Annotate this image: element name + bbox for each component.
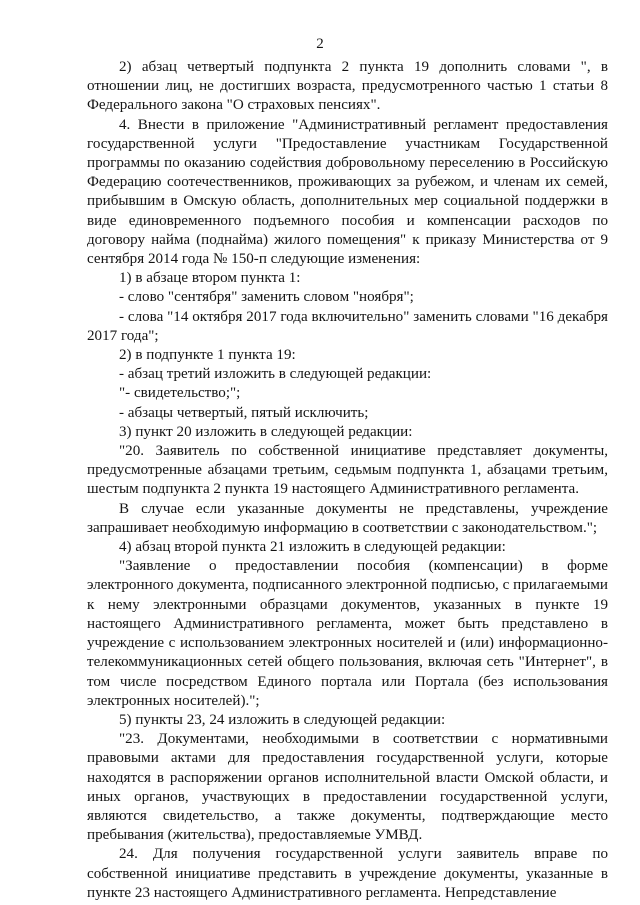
paragraph: - слова "14 октября 2017 года включительно" заменить словами "16 декабря 2017 года"; [87, 308, 608, 344]
paragraph: "- свидетельство;"; [119, 385, 241, 402]
paragraph: 2) в подпункте 1 пункта 19: [119, 347, 296, 364]
paragraph: - слово "сентября" заменить словом "ноября"; [119, 289, 414, 306]
paragraph: "20. Заявитель по собственной инициативе представляет документы, предусмотренные абзацами третьим, седьмым подпункта 1, абзацами третьим, шестым подпункта 2 пункта 19 настоящего Административного регламента. [87, 443, 608, 498]
page-number: 2 [316, 36, 324, 52]
paragraph: 1) в абзаце втором пункта 1: [119, 270, 301, 287]
paragraph: "23. Документами, необходимыми в соответствии с нормативными правовыми актами для предоставления государственной услуги, которые находятся в распоряжении органов исполнительной власти Омской области, и иных органов, участвующих в предоставлении государственной услуги, являются свидетельство, а также документы, подтверждающие место пребывания (жительства), предоставляемые УМВД. [87, 731, 608, 844]
paragraph: 5) пункты 23, 24 изложить в следующей редакции: [119, 711, 446, 728]
paragraph: 4) абзац второй пункта 21 изложить в следующей редакции: [119, 539, 506, 556]
paragraph: "Заявление о предоставлении пособия (компенсации) в форме электронного документа, подписанного электронной подписью, с прилагаемыми к нему электронными образцами документов, указанных в пункте 19 настоящего Административного регламента, может быть представлено в учреждение с использованием электронных носителей и (или) информационно-телекоммуникационных сетей общего пользования, включая сеть "Интернет", в том числе посредством Единого портала или Портала (без использования электронных носителей)."; [87, 558, 608, 709]
paragraph: В случае если указанные документы не представлены, учреждение запрашивает необходимую информацию в соответствии с законодательством."; [87, 500, 608, 536]
paragraph: - абзацы четвертый, пятый исключить; [119, 404, 369, 421]
paragraph: - абзац третий изложить в следующей редакции: [119, 366, 432, 383]
paragraph: 2) абзац четвертый подпункта 2 пункта 19 дополнить словами ", в отношении лиц, не достигших возраста, предусмотренного частью 1 статьи 8 Федерального закона "О страховых пенсиях". [87, 59, 608, 114]
paragraph: 24. Для получения государственной услуги заявитель вправе по собственной инициативе представить в учреждение документы, указанные в пункте 23 настоящего Административного регламента. Непредставление [87, 846, 608, 901]
document-body [87, 58, 608, 903]
paragraph: 4. Внести в приложение "Административный регламент предоставления государственной услуги "Предоставление участникам Государственной программы по оказанию содействия добровольному переселению в Российскую Федерацию соотечественников, проживающих за рубежом, и членам их семей, прибывшим в Омскую область, дополнительных мер социальной поддержки в виде единовременного подъемного пособия и компенсации расходов по договору найма (поднайма) жилого помещения" к приказу Министерства от 9 сентября 2014 года № 150-п следующие изменения: [87, 116, 608, 268]
paragraph: 3) пункт 20 изложить в следующей редакции: [119, 423, 413, 440]
